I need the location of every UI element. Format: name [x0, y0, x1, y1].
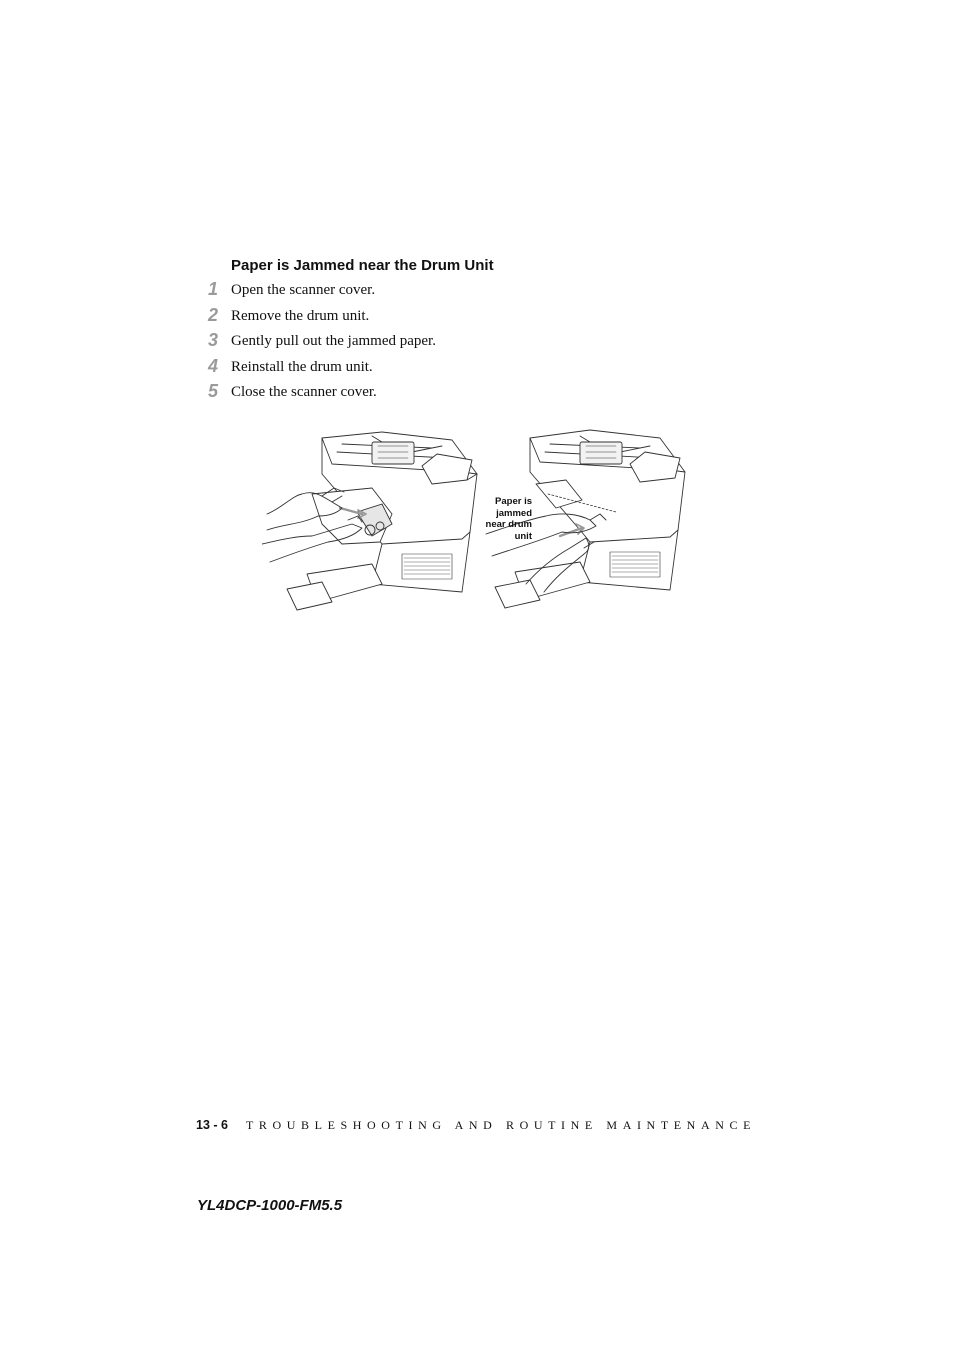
callout-line: jammed: [496, 507, 532, 519]
callout-line: near drum: [485, 519, 532, 530]
step-text: Gently pull out the jammed paper.: [231, 333, 436, 349]
footer-section-title: TROUBLESHOOTING AND ROUTINE MAINTENANCE: [245, 1118, 757, 1132]
step-text: Close the scanner cover.: [231, 384, 377, 400]
machine-drum-removal: [262, 432, 477, 610]
step-text: Remove the drum unit.: [231, 307, 370, 324]
section-heading: Paper is Jammed near the Drum Unit: [231, 257, 494, 274]
step-number: 2: [207, 304, 218, 325]
step-number: 1: [207, 279, 218, 299]
step-number: 4: [207, 355, 218, 376]
page-footer: [196, 1116, 756, 1134]
step-number: 5: [207, 381, 218, 401]
step-text: Reinstall the drum unit.: [231, 358, 373, 375]
step-number: 3: [207, 330, 218, 350]
callout-line: unit: [514, 530, 532, 542]
page-number: 13 - 6: [196, 1118, 228, 1132]
callout-line: Paper is: [495, 496, 532, 507]
figure-callout-label: [478, 496, 532, 542]
step-text: Open the scanner cover.: [231, 282, 376, 298]
document-id: YL4DCP-1000-FM5.5: [197, 1197, 343, 1214]
